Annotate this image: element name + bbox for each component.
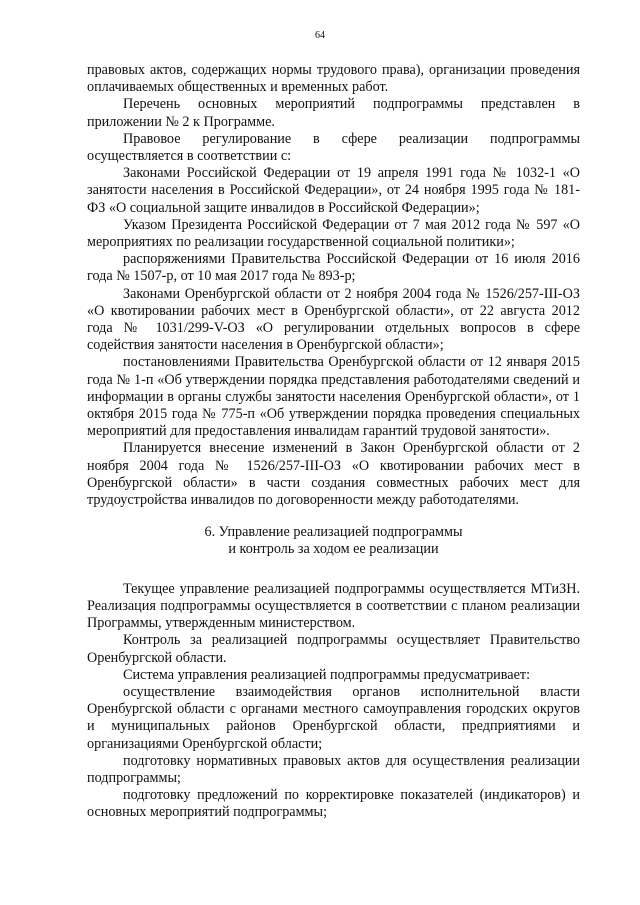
paragraph: Текущее управление реализацией подпрограммы осуществляется МТиЗН. Реализация подпрограммы осуществляется в соответствии с планом реализации Программы, утвержденным министерством. — [87, 580, 580, 632]
paragraph: Законами Оренбургской области от 2 ноября 2004 года № 1526/257-III-ОЗ «О квотировании рабочих мест в Оренбургской области», от 22 августа 2012 года № 1031/299-V-ОЗ «О регулировании отдельных вопросов в сфере содействия занятости населения в Оренбургской области»; — [87, 285, 580, 354]
paragraph: подготовку нормативных правовых актов для осуществления реализации подпрограммы; — [87, 752, 580, 786]
section-heading — [87, 524, 580, 558]
paragraph: Законами Российской Федерации от 19 апреля 1991 года № 1032-1 «О занятости населения в Российской Федерации», от 24 ноября 1995 года № 181-ФЗ «О социальной защите инвалидов в Российской Федерации»; — [87, 165, 580, 216]
paragraph: распоряжениями Правительства Российской Федерации от 16 июля 2016 года № 1507-р, от 10 мая 2017 года № 893-р; — [87, 251, 580, 285]
page-number: 64 — [315, 30, 325, 41]
paragraph: Система управления реализацией подпрограммы предусматривает: — [123, 666, 531, 683]
section-heading-line: и контроль за ходом ее реализации — [228, 541, 439, 558]
paragraph: Контроль за реализацией подпрограммы осуществляет Правительство Оренбургской области. — [87, 632, 580, 666]
paragraph: Перечень основных мероприятий подпрограммы представлен в приложении № 2 к Программе. — [87, 96, 580, 130]
paragraph: Указом Президента Российской Федерации от 7 мая 2012 года № 597 «О мероприятиях по реализации государственной социальной политики»; — [87, 216, 580, 251]
document-body — [87, 62, 580, 822]
section-heading-line: 6. Управление реализацией подпрограммы — [204, 524, 463, 541]
paragraph: осуществление взаимодействия органов исполнительной власти Оренбургской области с органами местного самоуправления городских округов и муниципальных районов Оренбургской области, предприятиями и организациями Оренбургской области; — [87, 683, 580, 752]
paragraph: подготовку предложений по корректировке показателей (индикаторов) и основных мероприятий подпрограммы; — [87, 787, 580, 821]
paragraph: правовых актов, содержащих нормы трудового права), организации проведения оплачиваемых общественных и временных работ. — [87, 62, 580, 96]
paragraph: постановлениями Правительства Оренбургской области от 12 января 2015 года № 1-п «Об утверждении порядка представления работодателями сведений и информации в органы службы занятости населения Оренбургской области», от 1 октября 2015 года № 775-п «Об утверждении порядка проведения специальных мероприятий для предоставления инвалидам гарантий трудовой занятости». — [87, 354, 580, 440]
paragraphs-bottom — [87, 581, 580, 822]
paragraph: Правовое регулирование в сфере реализации подпрограммы осуществляется в соответствии с: — [87, 130, 580, 165]
paragraphs-top — [87, 62, 580, 509]
paragraph: Планируется внесение изменений в Закон Оренбургской области от 2 ноября 2004 года № 1526/257-III-ОЗ «О квотировании рабочих мест в Оренбургской области» в части создания совместных рабочих мест для трудоустройства инвалидов по договоренности между работодателями. — [87, 440, 580, 509]
